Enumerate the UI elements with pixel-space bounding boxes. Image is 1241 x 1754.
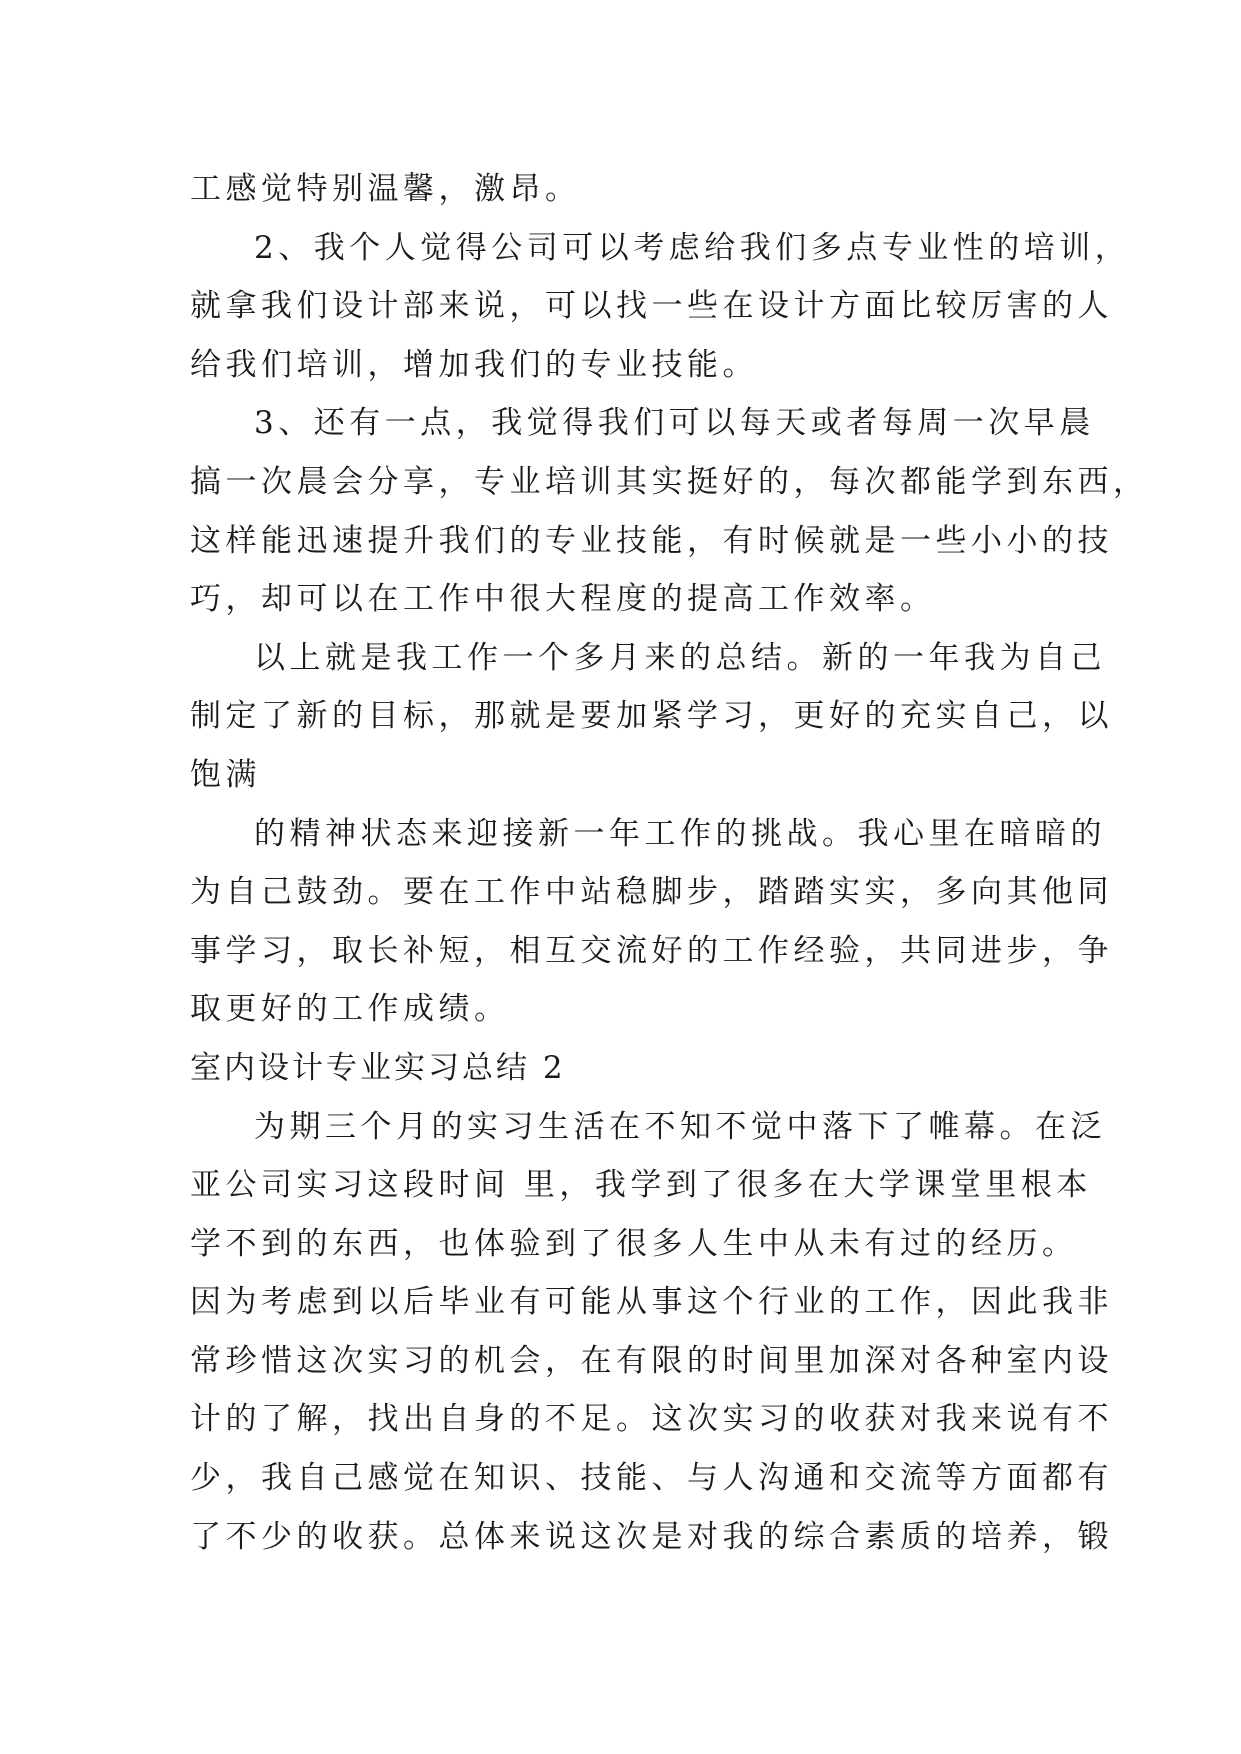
text-line: 常珍惜这次实习的机会，在有限的时间里加深对各种室内设 [190,1342,1113,1379]
text-line: 学不到的东西，也体验到了很多人生中从未有过的经历。 [190,1225,1078,1262]
text-line: 就拿我们设计部来说，可以找一些在设计方面比较厉害的人 [190,288,1113,325]
text-line: 因为考虑到以后毕业有可能从事这个行业的工作，因此我非 [190,1284,1113,1321]
text-line: 搞一次晨会分享，专业培训其实挺好的，每次都能学到东西， [190,463,1149,500]
text-line: 工感觉特别温馨，激昂。 [190,171,581,207]
text-line: 事学习，取长补短，相互交流好的工作经验，共同进步，争 [190,932,1113,969]
text-line: 这样能迅速提升我们的专业技能，有时候就是一些小小的技 [190,522,1113,559]
text-line: 2、我个人觉得公司可以考虑给我们多点专业性的培训， [254,229,1131,266]
text-line: 亚公司实习这段时间 里，我学到了很多在大学课堂里根本 [190,1167,1092,1204]
text-line: 为自己鼓劲。要在工作中站稳脚步，踏踏实实，多向其他同 [190,874,1113,911]
text-line: 的精神状态来迎接新一年工作的挑战。我心里在暗暗的 [254,815,1106,852]
text-line: 取更好的工作成绩。 [190,991,510,1028]
text-line: 饱满 [190,756,261,793]
text-line: 以上就是我工作一个多月来的总结。新的一年我为自己 [254,639,1106,676]
text-line: 制定了新的目标，那就是要加紧学习，更好的充实自己，以 [190,698,1113,735]
text-line: 计的了解，找出自身的不足。这次实习的收获对我来说有不 [190,1401,1113,1438]
text-line: 给我们培训，增加我们的专业技能。 [190,346,758,383]
text-line: 巧，却可以在工作中很大程度的提高工作效率。 [190,581,936,618]
text-line: 为期三个月的实习生活在不知不觉中落下了帷幕。在泛 [254,1108,1106,1145]
text-line: 3、还有一点，我觉得我们可以每天或者每周一次早晨 [254,405,1095,442]
text-line: 了不少的收获。总体来说这次是对我的综合素质的培养，锻 [190,1518,1113,1555]
text-line: 少，我自己感觉在知识、技能、与人沟通和交流等方面都有 [190,1460,1113,1497]
document-body [190,160,1149,1566]
section-heading: 室内设计专业实习总结 2 [190,1049,566,1086]
